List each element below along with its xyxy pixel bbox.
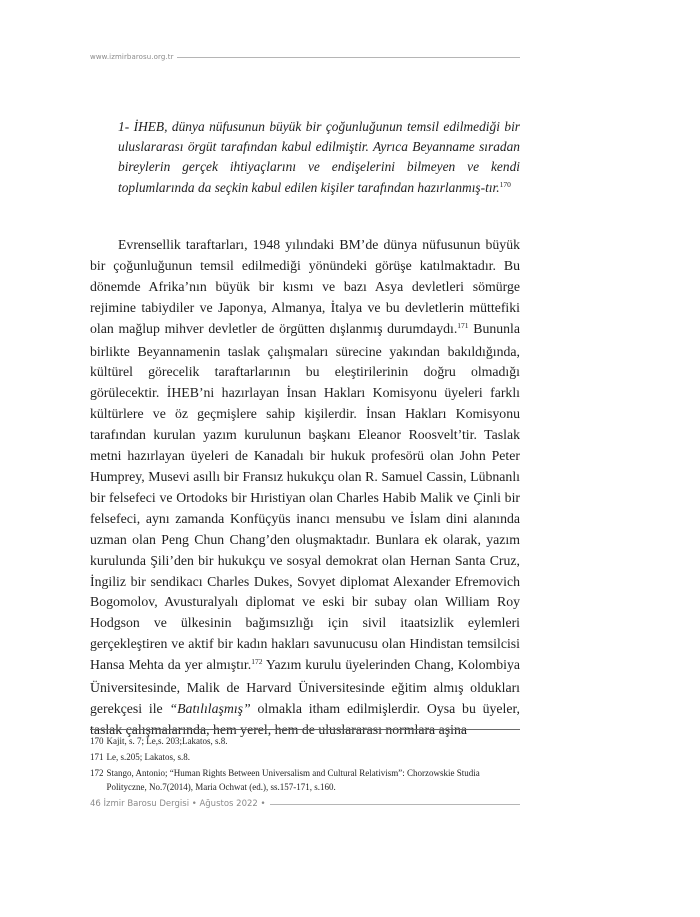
footnote-ref-170[interactable]: 170 (499, 179, 511, 189)
footnote-171 (90, 751, 510, 764)
footer-text: 46 İzmir Barosu Dergisi • Ağustos 2022 • (90, 799, 266, 809)
footnote-text: Le, s.205; Lakatos, s.8. (106, 752, 190, 763)
footnote-170 (90, 735, 510, 748)
body-part-1: Evrensellik taraftarları, 1948 yılındaki BM’de dünya nüfusunun büyük bir çoğunluğunun temsil edilmediği yönündeki görüşe katılmaktadır. Bu dönemde Afrika’nın büyük bir kısmı ve bazı Asya devletleri sömürge rejimine tabiydiler ve Japonya, Almanya, İtalya ve bu devletlerin müttefiki olan mağlup mihver devletler de örgütten dışlanmış durumdaydı. (90, 237, 520, 336)
footnote-ref-172[interactable]: 172 (251, 657, 263, 667)
footnotes (90, 735, 510, 797)
body-part-3: Yazım kurulu üyelerinden Chang, Kolombiya Üniversitesinde, Malik de Harvard Üniversitesinde eğitim almış oldukları gerekçesi ile (90, 657, 520, 716)
footer-rule (270, 804, 520, 805)
page-footer (90, 799, 520, 809)
quote-text: 1- İHEB, dünya nüfusunun büyük bir çoğunluğunun temsil edilmediği bir uluslararası örgüt tarafından kabul edilmiştir. Ayrıca Beyanname sıradan bireylerin gerçek ihtiyaçlarını ve endişelerini bilmeyen ve kendi toplumlarında da seçkin kabul edilen kişiler tarafından hazırlanmış-tır. (118, 119, 520, 195)
footnote-172 (90, 767, 510, 793)
footnote-text: Kajit, s. 7; Le,s. 203;Lakatos, s.8. (106, 736, 228, 746)
footnote-number: 172 (90, 768, 104, 779)
footnote-text: Stango, Antonio; “Human Rights Between Universalism and Cultural Relativism”: Chorzowskie Studia Polityczne, No.7(2014), Maria Ochwat (ed.), ss.157-171, s.160. (106, 768, 480, 792)
emphasis-batililasmis: “Batılılaşmış” (169, 700, 251, 716)
footnote-number: 171 (90, 752, 104, 763)
body-part-2: Bununla birlikte Beyannamenin taslak çalışmaları sürecine yakından bakıldığında, kültürel görecelik taraftarlarının bu eleştirilerinin doğru olmadığı görülecektir. İHEB’ni hazırlayan İnsan Hakları Komisyonu üyeleri farklı kültürlere ve öz geçmişlere sahip kişilerdir. İnsan Hakları Komisyonu tarafından kurulan yazım kurulunun başkanı Eleanor Roosvelt’tir. Taslak metni hazırlayan üyeleri de Kanadalı bir hukuk profesörü olan John Peter Humprey, Musevi asıllı bir Fransız hukukçu olan R. Samuel Cassin, Lübnanlı bir felsefeci ve Ortodoks bir Hıristiyan olan Charles Habib Malik ve Çinli bir felsefeci, aynı zamanda Konfüçyüs inancı mensubu ve İslam dini alanında uzman olan Peng Chun Chang’den oluşmaktadır. Bunlara ek olarak, yazım kurulunda Şili’den bir hukukçu ve sosyal demokrat olan Hernan Santa Cruz, İngiliz bir sendikacı Charles Dukes, Sovyet diplomat Alexander Efremovich Bogomolov, Avusturalyalı diplomat ve eski bir subay olan William Roy Hodgson ve ülkesinin bağımsızlığı için sivil itaatsizlik eylemleri gerçekleştiren ve aktif bir kadın hakları savunucusu olan Hindistan temsilcisi Hansa Mehta da yer almıştır. (90, 320, 521, 673)
body-paragraph (90, 235, 520, 741)
header-rule (177, 57, 520, 58)
body-part-4: olmakla itham edilmişlerdir. Oysa bu üyeler, taslak çalışmalarında, hem yerel, hem de uluslararası normlara aşina (90, 700, 520, 737)
page-header (90, 53, 520, 61)
footnote-ref-171[interactable]: 171 (457, 320, 469, 330)
header-url: www.izmirbarosu.org.tr (90, 53, 174, 61)
italic-quote (118, 117, 520, 200)
footnote-number: 170 (90, 736, 104, 746)
footnote-separator (90, 729, 520, 730)
